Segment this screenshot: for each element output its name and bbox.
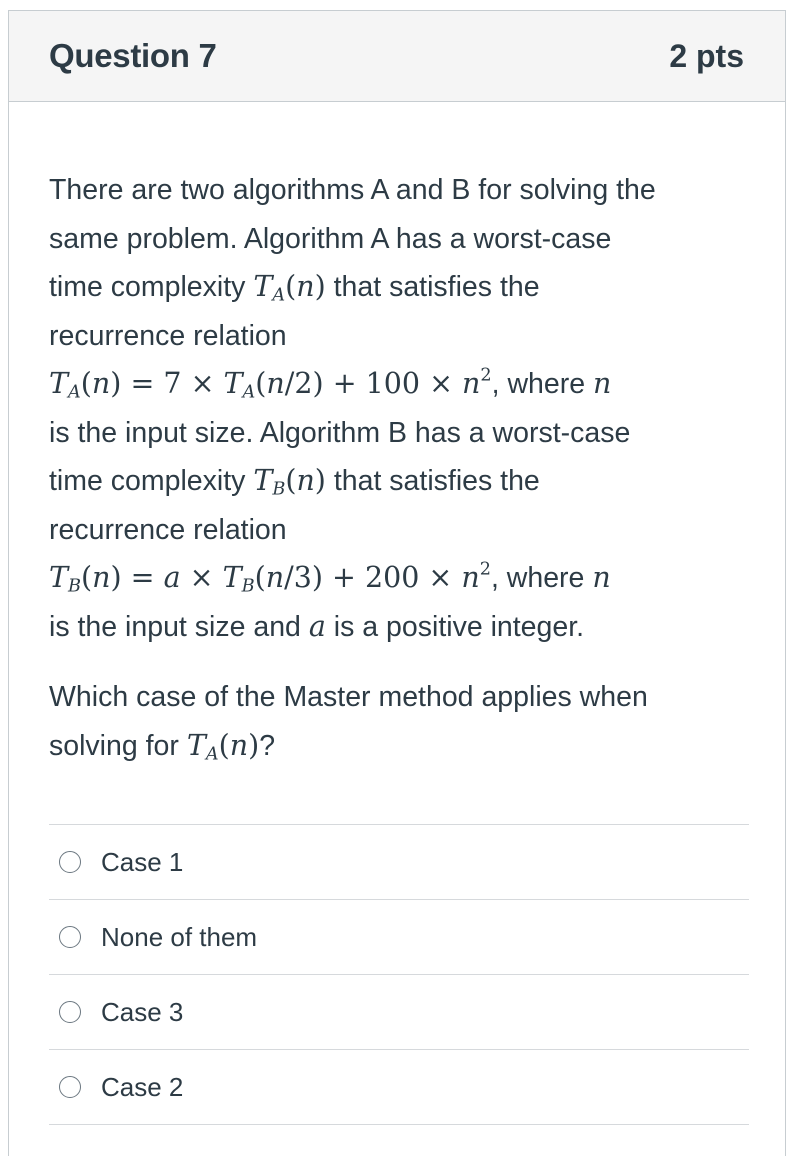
math-ta-n: $T_A(n)$ [186, 728, 260, 764]
answer-label: Case 3 [101, 996, 184, 1027]
recurrence-b: $T_B(n) = a \times T_B(n/3) + 200 \times n^2$, where n [49, 559, 611, 597]
question-title: Question 7 [49, 37, 217, 74]
text-line: Which case of the Master method applies when [49, 681, 648, 713]
answer-label: None of them [101, 921, 258, 952]
math-tb-n: $T_B(n)$ [253, 464, 326, 500]
question-text [49, 166, 749, 651]
text-line: is a positive integer. [333, 610, 585, 643]
answer-option-case-3[interactable] [49, 975, 749, 1050]
radio-button[interactable] [59, 926, 81, 948]
text-line: solving for [49, 729, 179, 762]
text-line: that satisfies the [333, 271, 540, 303]
answer-option-none-of-them[interactable] [49, 900, 749, 975]
radio-button[interactable] [59, 1001, 81, 1023]
text-line: is the input size. Algorithm B has a worst-case [49, 416, 631, 449]
text-line: time complexity [49, 465, 246, 497]
math-a: a [308, 609, 326, 643]
text-line: recurrence relation [49, 513, 287, 546]
answer-list [49, 824, 749, 1125]
radio-button[interactable] [59, 1076, 81, 1098]
radio-button[interactable] [59, 851, 81, 873]
answer-label: Case 2 [101, 1071, 184, 1102]
question-points: 2 pts [669, 37, 744, 74]
answer-option-case-2[interactable] [49, 1050, 749, 1125]
text-line: time complexity [49, 271, 246, 303]
text-line: that satisfies the [333, 465, 540, 497]
text-line: There are two algorithms A and B for solving the [49, 174, 656, 206]
text-line: is the input size and [49, 610, 301, 643]
answer-option-case-1[interactable] [49, 825, 749, 900]
text-line: recurrence relation [49, 319, 287, 352]
question-card [8, 10, 786, 1156]
question-header [9, 11, 785, 102]
text-line: same problem. Algorithm A has a worst-case [49, 222, 612, 255]
answer-label: Case 1 [101, 846, 184, 877]
recurrence-a: $T_A(n) = 7 \times T_A(n/2) + 100 \times n^2$, where n [49, 365, 612, 403]
question-prompt: Which case of the Master method applies when solving for $T_A(n)$? [49, 681, 648, 764]
question-body [9, 102, 785, 1125]
math-ta-n: $T_A(n)$ [253, 270, 326, 306]
